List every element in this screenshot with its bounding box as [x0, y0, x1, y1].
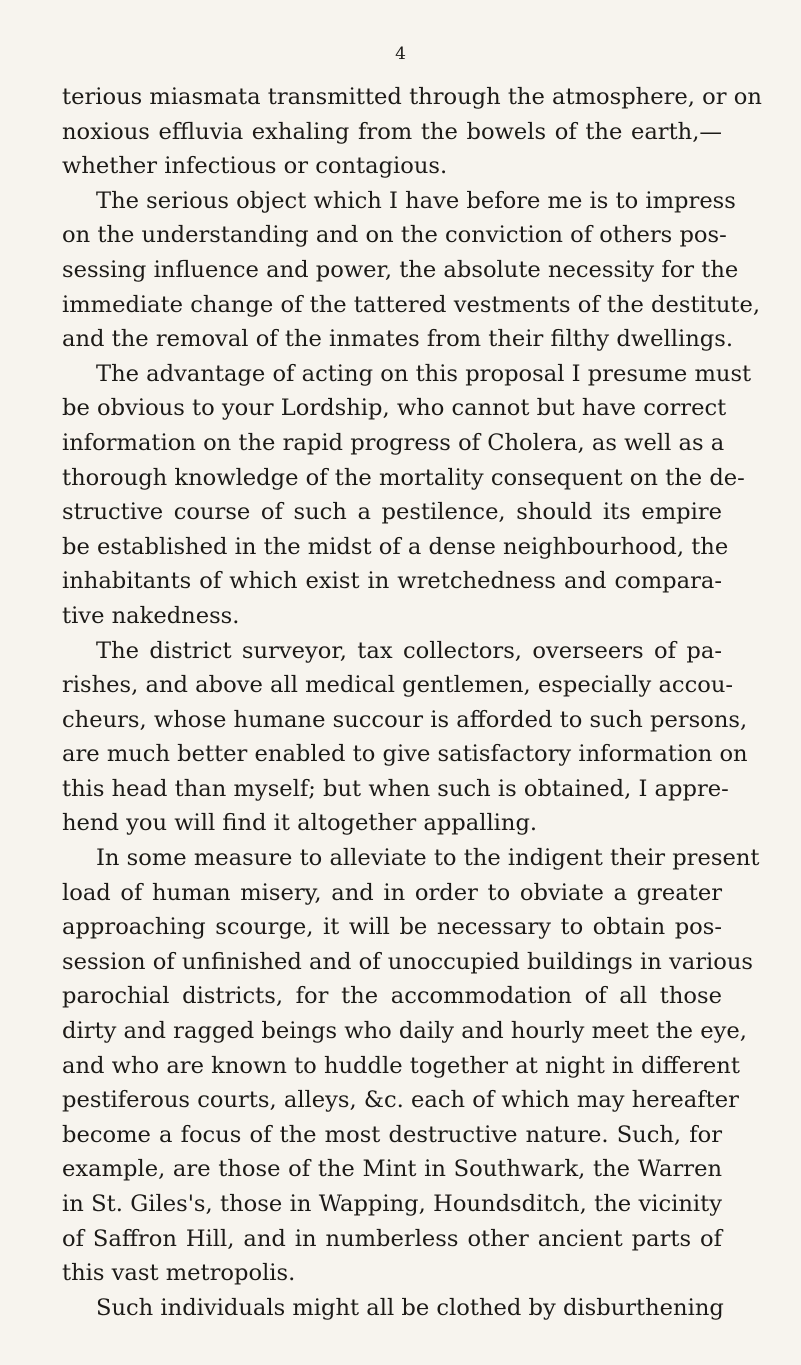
text-line: structive course of such a pestilence, should its empire	[62, 499, 722, 526]
text-line: In some measure to alleviate to the indigent their present	[96, 845, 760, 872]
text-line: The serious object which I have before me is to impress	[96, 187, 736, 214]
text-line: approaching scourge, it will be necessary to obtain pos-	[62, 914, 722, 941]
text-line: dirty and ragged beings who daily and hourly meet the eye,	[62, 1018, 747, 1045]
text-line: and who are known to huddle together at night in different	[62, 1052, 740, 1079]
text-line: this head than myself; but when such is obtained, I appre-	[62, 775, 729, 802]
text-line: cheurs, whose humane succour is afforded to such persons,	[62, 706, 748, 733]
text-line: hend you will find it altogether appalling.	[62, 810, 538, 837]
text-line: thorough knowledge of the mortality consequent on the de-	[62, 464, 745, 491]
text-line: be obvious to your Lordship, who cannot but have correct	[62, 395, 727, 422]
text-line: immediate change of the tattered vestments of the destitute,	[62, 291, 761, 318]
page-number: 4	[395, 44, 406, 64]
text-line: Such individuals might all be clothed by disburthening	[96, 1294, 724, 1321]
text-line: and the removal of the inmates from their filthy dwellings.	[62, 326, 734, 353]
text-line: pestiferous courts, alleys, &c. each of which may hereafter	[62, 1087, 739, 1114]
text-line: this vast metropolis.	[62, 1260, 296, 1287]
text-line: session of unfinished and of unoccupied buildings in various	[62, 948, 753, 975]
text-line: inhabitants of which exist in wretchedness and compara-	[62, 568, 722, 595]
text-line: The district surveyor, tax collectors, overseers of pa-	[96, 637, 722, 664]
text-line: are much better enabled to give satisfactory information on	[62, 741, 748, 768]
text-line: The advantage of acting on this proposal I presume must	[96, 360, 752, 387]
text-line: parochial districts, for the accommodation of all those	[62, 983, 722, 1010]
text-line: tive nakedness.	[62, 602, 240, 629]
text-line: information on the rapid progress of Cholera, as well as a	[62, 429, 725, 456]
text-line: terious miasmata transmitted through the atmosphere, or on	[62, 84, 762, 110]
text-line: load of human misery, and in order to obviate a greater	[62, 879, 722, 906]
text-line: whether infectious or contagious.	[62, 153, 448, 180]
text-line: noxious effluvia exhaling from the bowels of the earth,—	[62, 118, 722, 145]
text-line: become a focus of the most destructive nature. Such, for	[62, 1121, 722, 1148]
text-line: of Saffron Hill, and in numberless other ancient parts of	[62, 1225, 722, 1252]
text-line: example, are those of the Mint in Southwark, the Warren	[62, 1156, 722, 1183]
text-line: in St. Giles's, those in Wapping, Houndsditch, the vicinity	[62, 1191, 722, 1217]
text-line: rishes, and above all medical gentlemen, especially accou-	[62, 672, 734, 699]
body-text	[62, 80, 762, 1325]
text-line: sessing influence and power, the absolute necessity for the	[62, 256, 739, 283]
text-line: on the understanding and on the conviction of others pos-	[62, 222, 727, 249]
text-line: be established in the midst of a dense neighbourhood, the	[62, 533, 729, 560]
